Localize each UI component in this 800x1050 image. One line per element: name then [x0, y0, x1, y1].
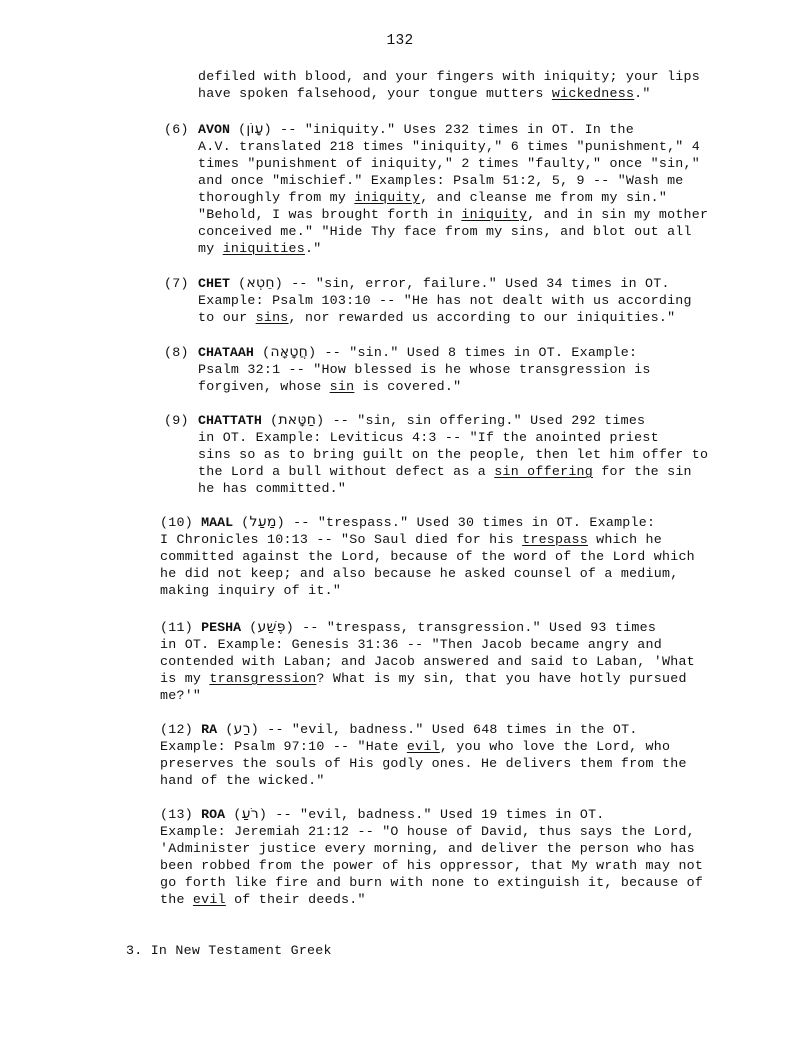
entry-number: (10) [160, 515, 193, 530]
entry-chataah [164, 344, 651, 395]
entry-chattath [164, 412, 708, 497]
text-span: ( [253, 345, 271, 360]
text-line: 'Administer justice every morning, and deliver the person who has [160, 841, 695, 856]
hebrew-word: חַטָּאת [278, 412, 317, 428]
text-span: have spoken falsehood, your tongue mutters [198, 86, 552, 101]
text-span: , nor rewarded us according to our iniquities." [288, 310, 676, 325]
text-span: "Behold, I was brought forth in [198, 207, 462, 222]
text-span: ) -- "sin." Used 8 times in OT. Example: [308, 345, 638, 360]
text-span: , you who love the Lord, who [439, 739, 671, 754]
underlined-word: sins [255, 310, 289, 325]
text-line: hand of the wicked." [160, 773, 325, 788]
text-span: which he [587, 532, 663, 547]
text-span: Example: Psalm 97:10 -- "Hate [160, 739, 407, 754]
text-line [198, 189, 708, 206]
hebrew-word: חֲטָאָה [270, 344, 309, 360]
text-line [198, 378, 651, 395]
entry-first-line [160, 619, 695, 636]
text-line: Example: Psalm 103:10 -- "He has not dealt with us according [198, 293, 692, 308]
hebrew-word: רֹעַ [241, 806, 259, 822]
entry-avon [164, 121, 708, 257]
text-line: in OT. Example: Genesis 31:36 -- "Then Jacob became angry and [160, 637, 662, 652]
text-line: sins so as to bring guilt on the people, then let him offer to [198, 447, 709, 462]
entry-ra [160, 721, 687, 789]
hebrew-word: עָוֹן [246, 121, 264, 137]
hebrew-term: CHATTATH [198, 413, 262, 428]
entry-number: (9) [164, 413, 189, 428]
hebrew-term: MAAL [201, 515, 234, 530]
underlined-word: sin offering [494, 464, 594, 479]
text-line: go forth like fire and burn with none to extinguish it, because of [160, 875, 704, 890]
underlined-word: iniquity [354, 190, 421, 205]
text-span: ) -- "sin, sin offering." Used 292 times [316, 413, 646, 428]
text-line: me?'" [160, 688, 202, 703]
text-line [198, 240, 708, 257]
text-line: defiled with blood, and your fingers with iniquity; your lips [198, 69, 700, 84]
text-span: ( [229, 276, 247, 291]
intro-paragraph [198, 68, 700, 102]
page-number: 132 [386, 33, 414, 49]
text-span: ) -- "trespass." Used 30 times in OT. Example: [276, 515, 656, 530]
hebrew-term: CHET [198, 276, 230, 291]
text-span: ) -- "evil, badness." Used 648 times in the OT. [250, 722, 638, 737]
text-span: ( [229, 122, 247, 137]
text-span: the [160, 892, 193, 907]
entry-maal [160, 514, 695, 599]
text-line [198, 85, 700, 102]
text-span: forgiven, whose [198, 379, 330, 394]
text-span: ( [241, 620, 258, 635]
hebrew-term: PESHA [201, 620, 242, 635]
underlined-word: trespass [522, 532, 588, 547]
entry-number: (13) [160, 807, 193, 822]
text-line: contended with Laban; and Jacob answered and said to Laban, 'What [160, 654, 695, 669]
underlined-word: wickedness [551, 86, 635, 101]
entry-chet [164, 275, 692, 326]
hebrew-word: מַעַל [249, 514, 277, 530]
text-line: Example: Jeremiah 21:12 -- "O house of David, thus says the Lord, [160, 824, 695, 839]
hebrew-term: CHATAAH [198, 345, 254, 360]
text-span: to our [198, 310, 256, 325]
underlined-word: evil [406, 739, 440, 754]
text-span: ) -- "iniquity." Uses 232 times in OT. In the [263, 122, 634, 137]
hebrew-word: חֵטְא [246, 275, 275, 291]
text-span: ) -- "trespass, transgression." Used 93 times [285, 620, 657, 635]
entry-number: (7) [164, 276, 189, 291]
text-line: conceived me." "Hide Thy face from my sins, and blot out all [198, 224, 692, 239]
entry-body [198, 292, 692, 326]
text-span: ( [225, 807, 242, 822]
text-line [198, 206, 708, 223]
hebrew-word: פֶּשַׁע [257, 619, 286, 635]
text-line [160, 670, 695, 687]
entry-body [198, 429, 708, 497]
entry-first-line [164, 412, 708, 429]
underlined-word: iniquities [222, 241, 305, 256]
text-line: preserves the souls of His godly ones. He delivers them from the [160, 756, 687, 771]
text-span: ." [305, 241, 322, 256]
text-span: I Chronicles 10:13 -- "So Saul died for his [160, 532, 523, 547]
text-span: ( [217, 722, 234, 737]
hebrew-term: RA [201, 722, 218, 737]
entry-number: (6) [164, 122, 189, 137]
section-heading: 3. In New Testament Greek [126, 943, 332, 958]
text-span: ( [261, 413, 279, 428]
text-line [198, 463, 708, 480]
text-span: ) -- "evil, badness." Used 19 times in OT. [258, 807, 605, 822]
entry-number: (11) [160, 620, 193, 635]
entry-first-line [164, 121, 708, 138]
text-span: of their deeds." [225, 892, 366, 907]
text-line [160, 531, 695, 548]
entry-number: (8) [164, 345, 189, 360]
entry-first-line [160, 721, 687, 738]
entry-first-line [164, 275, 692, 292]
text-span: is covered." [354, 379, 462, 394]
underlined-word: transgression [209, 671, 317, 686]
entry-number: (12) [160, 722, 193, 737]
text-span: for the sin [593, 464, 692, 479]
entry-first-line [160, 514, 695, 531]
text-line: times "punishment of iniquity," 2 times "faulty," once "sin," [198, 156, 700, 171]
text-line: he did not keep; and also because he asked counsel of a medium, [160, 566, 679, 581]
entry-body [198, 361, 651, 395]
hebrew-term: ROA [201, 807, 226, 822]
entry-pesha [160, 619, 695, 704]
text-span: ) -- "sin, error, failure." Used 34 times in OT. [274, 276, 670, 291]
text-line: Psalm 32:1 -- "How blessed is he whose transgression is [198, 362, 651, 377]
hebrew-term: AVON [198, 122, 230, 137]
entry-first-line [160, 806, 703, 823]
text-line: and once "mischief." Examples: Psalm 51:2, 5, 9 -- "Wash me [198, 173, 684, 188]
text-line: in OT. Example: Leviticus 4:3 -- "If the anointed priest [198, 430, 659, 445]
underlined-word: evil [192, 892, 226, 907]
text-line: committed against the Lord, because of the word of the Lord which [160, 549, 695, 564]
entry-body [198, 138, 708, 257]
hebrew-word: רַע [233, 721, 251, 737]
text-line: been robbed from the power of his oppressor, that My wrath may not [160, 858, 704, 873]
text-span: thoroughly from my [198, 190, 355, 205]
underlined-word: iniquity [461, 207, 528, 222]
text-line: making inquiry of it." [160, 583, 342, 598]
entry-roa [160, 806, 703, 908]
text-line: he has committed." [198, 481, 347, 496]
entry-first-line [164, 344, 651, 361]
text-span: , and in sin my mother [527, 207, 709, 222]
text-span: my [198, 241, 223, 256]
text-span: ( [233, 515, 250, 530]
text-line [160, 738, 687, 755]
text-span: , and cleanse me from my sin." [420, 190, 668, 205]
text-span: ? What is my sin, that you have hotly pursued [316, 671, 687, 686]
text-line: A.V. translated 218 times "iniquity," 6 times "punishment," 4 [198, 139, 700, 154]
text-span: is my [160, 671, 210, 686]
text-line [160, 891, 703, 908]
underlined-word: sin [329, 379, 355, 394]
text-line [198, 309, 692, 326]
text-span: ." [634, 86, 651, 101]
text-span: the Lord a bull without defect as a [198, 464, 495, 479]
